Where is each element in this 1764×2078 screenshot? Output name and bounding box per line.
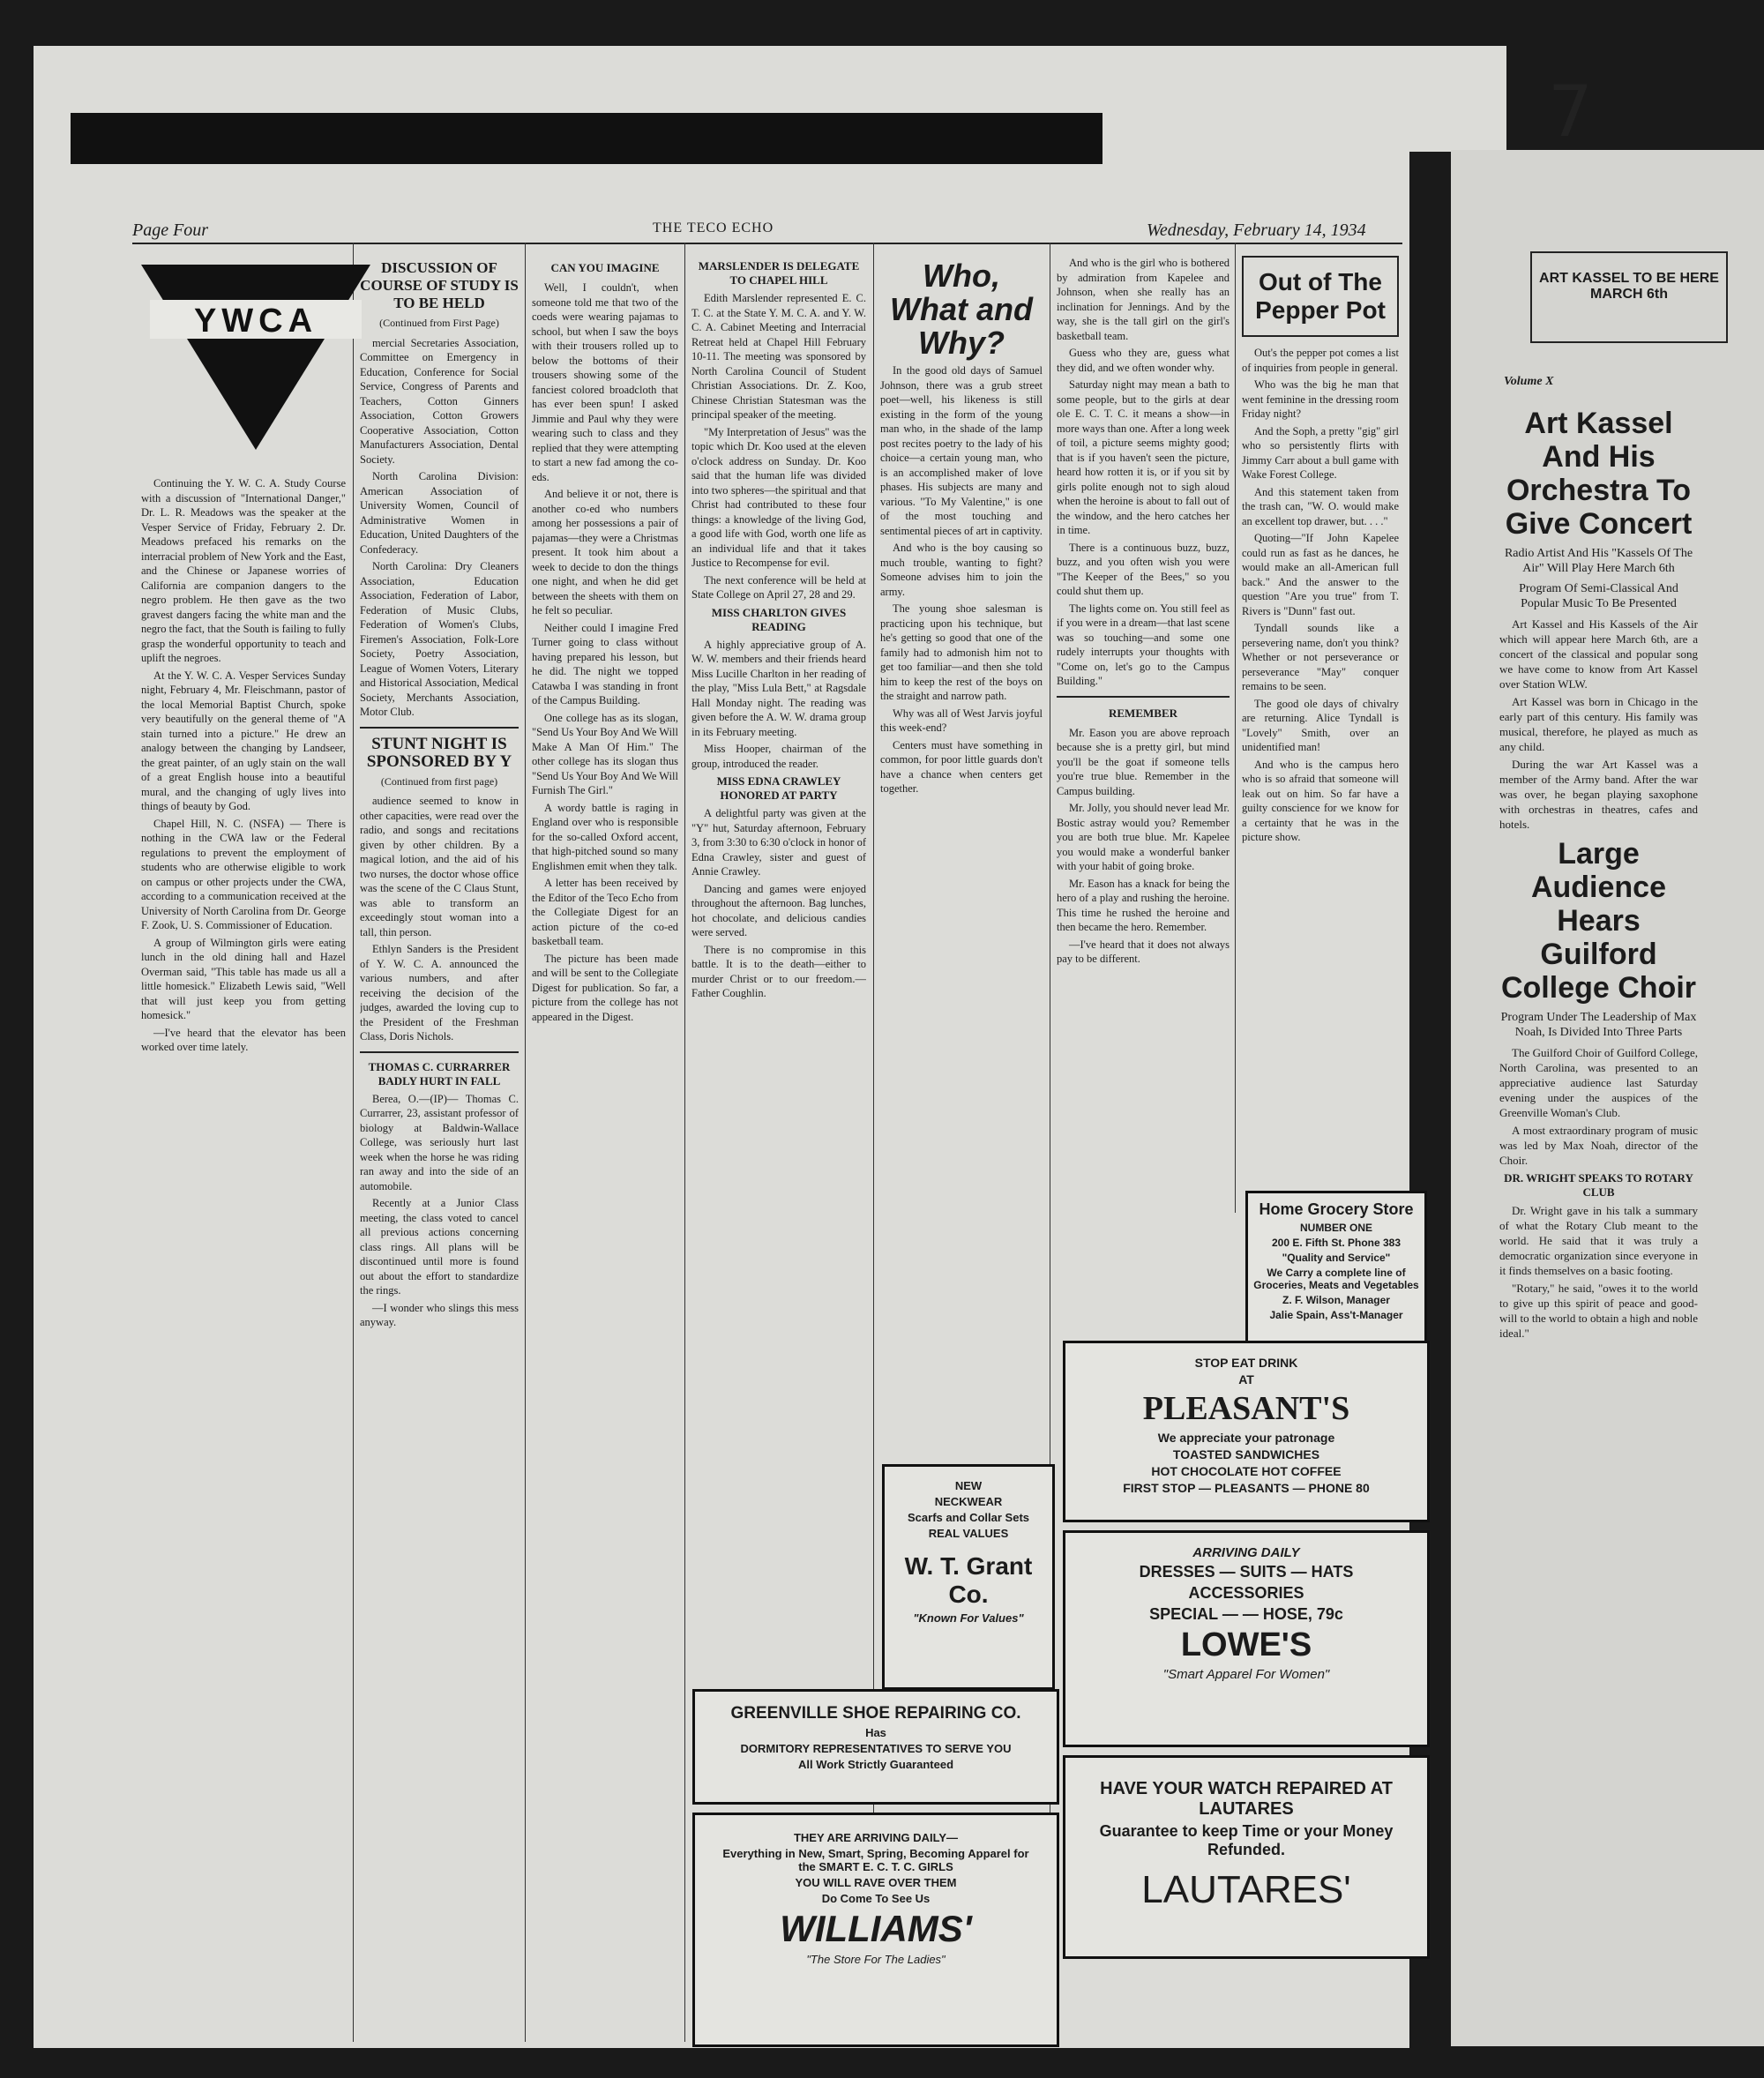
paragraph: North Carolina: Dry Cleaners Association, Education Association, Federation of Labor, Federation of Music Clubs, Federation of Women's Clubs, Firemen's Association, Folk-Lore Society, Poetry Association, League of Women Voters, Literary and Historical Association, Medical Society, Merchants Association, Motor Club.	[360, 560, 519, 718]
ad-line: DRESSES — SUITS — HATS	[1139, 1563, 1354, 1581]
ad-line: Scarfs and Collar Sets	[908, 1511, 1029, 1524]
paragraph: Why was all of West Jarvis joyful this week-end?	[880, 706, 1043, 734]
ad-williams	[692, 1813, 1059, 2047]
paragraph: And who is the campus hero who is so afraid that someone will leak out on him. So far have a guilty conscience for we know for a certainty that he was in the picture show.	[1242, 758, 1399, 843]
headline: Who, What and Why?	[890, 258, 1033, 361]
paragraph: North Carolina Division: American Association of University Women, Council of Administrative Women in Education, United Daughters of the Confederacy.	[360, 470, 519, 556]
paragraph: Mr. Eason has a knack for being the hero of a play and rushing the heroine. This time he rushed the heroine and then became the hero. Remember.	[1057, 877, 1230, 933]
paragraph: Chapel Hill, N. C. (NSFA) — There is nothing in the CWA law or the Federal regulations to prevent the employment of students who are otherwise eligible to work on campus or other projects under the CWA, according to a communication received at the University of North Carolina from Dr. George F. Zook, U. S. Commissioner of Education.	[141, 817, 346, 931]
headline: THOMAS C. CURRARRER BADLY HURT IN FALL	[368, 1059, 511, 1088]
box-title: ART KASSEL TO BE HERE MARCH 6th	[1539, 271, 1719, 302]
paragraph: A wordy battle is raging in England over who is responsible for the so-called Oxford accent, that high-pitched sound so many Englishmen emit when they talk.	[532, 801, 678, 872]
headline: MISS CHARLTON GIVES READING	[711, 605, 847, 633]
paragraph: Who was the big he man that went feminine in the dressing room Friday night?	[1242, 378, 1399, 420]
paragraph: The good ole days of chivalry are returning. Alice Tyndall is "Lovely" Smith, over an unidentified man!	[1242, 697, 1399, 753]
paragraph: And believe it or not, there is another co-ed who numbers among her possessions a pair of pajamas—they were a Christmas present. It took him about a week to decide to don the things one night, and when he did get between the sheets with them on he felt so peculiar.	[532, 488, 678, 617]
paragraph: Mr. Jolly, you should never lead Mr. Bostic astray would you? Remember you are both true blue. Mr. Kapelee you would make a wonderful banker with your habit of going broke.	[1057, 802, 1230, 872]
page-number-handwritten: 7	[1548, 71, 1593, 153]
paragraph: And who is the girl who is bothered by admiration from Kapelee and Johnson, when she really has an inclination for Jennings. And by the way, she is the tall girl on the girl's basketball team.	[1057, 257, 1230, 342]
paragraph: A most extraordinary program of music was led by Max Noah, director of the Choir.	[1499, 1124, 1698, 1167]
column-can-you-imagine	[532, 256, 678, 2037]
headline: Art Kassel And His Orchestra To Give Concert	[1505, 407, 1693, 541]
paragraph: A group of Wilmington girls were eating lunch in the old dining hall and Hazel Overman said, "This table has made us all a little homesick." Elizabeth Lewis said, "Well that will just keep you from getting homesick."	[141, 936, 346, 1021]
ad-line: AT	[1238, 1372, 1254, 1387]
subhead: Radio Artist And His "Kassels Of The Air" Will Play Here March 6th	[1504, 547, 1693, 575]
adjacent-column	[1499, 401, 1698, 2024]
ad-line: All Work Strictly Guaranteed	[797, 1758, 954, 1771]
ad-line: ARRIVING DAILY	[1192, 1545, 1300, 1560]
ad-line: DORMITORY REPRESENTATIVES TO SERVE YOU	[740, 1742, 1012, 1755]
column-ywca	[141, 476, 346, 1976]
ad-lautares	[1063, 1755, 1430, 1959]
ad-line: Guarantee to keep Time or your Money Refunded.	[1099, 1822, 1394, 1858]
column-who-what-why	[880, 256, 1043, 1455]
paragraph: Recently at a Junior Class meeting, the class voted to cancel all previous actions concerning class rings. All plans will be discontinued until more is found out about the effort to standardize the rings.	[360, 1197, 519, 1297]
headline: CAN YOU IMAGINE	[550, 261, 660, 274]
ad-line: HOT CHOCOLATE HOT COFFEE	[1151, 1464, 1342, 1478]
ad-line: Do Come To See Us	[821, 1892, 931, 1905]
ad-line: TOASTED SANDWICHES	[1172, 1447, 1320, 1461]
ad-name: PLEASANT'S	[1142, 1390, 1350, 1427]
divider	[360, 1051, 519, 1053]
paragraph: The next conference will be held at State College on April 27, 28 and 29.	[691, 573, 866, 601]
ad-line: Jalie Spain, Ass't-Manager	[1269, 1309, 1403, 1321]
paragraph: "My Interpretation of Jesus" was the topic which Dr. Koo used at the eleven o'clock address on Sunday. Dr. Koo said that the human life was divided into two spheres—the spiritual and that Christ had contributed to these four things: a knowledge of the living God, a good life with God, worth one life as an individual life and that it takes Justice to Recompense for evil.	[691, 425, 866, 569]
paragraph: Saturday night may mean a bath to some people, but to the girls at dear ole E. C. T. C. it means a show—in more ways than one. After a long week of toil, a picture seems mighty good; that is if you haven't seen the picture, heard how rotten it is, or if you sit by girls polite enough not to sigh aloud when the heroine is about to fall out of the window, and the hero catches her in time.	[1057, 378, 1230, 536]
paragraph: In the good old days of Samuel Johnson, there was a grub street poet—well, his likeness is still existing in the form of the young man who, in the shade of the lamp post recites poetry to the lady of his choice—a certain young man, who is an accomplished maker of love phases. His subjects are many and various. "To My Valentine," is one of the most touching and sentimental pieces of art in captivity.	[880, 364, 1043, 537]
paragraph: At the Y. W. C. A. Vesper Services Sunday night, February 4, Mr. Fleischmann, pastor of the local Memorial Baptist Church, spoke very beautifully on the general theme of "A stain turned into a picture." He drew an analogy between the changing by Landseer, the great painter, of an ugly stain on the wall of a great English house into a beautiful mural, and the changing of ugly lives into things of beauty by God.	[141, 669, 346, 812]
column-rule	[353, 243, 354, 2042]
issue-date: Wednesday, February 14, 1934	[1147, 221, 1366, 240]
paragraph: Quoting—"If John Kapelee could run as fast as he dances, he would make an all-American full back." And the answer to the question "Are you true" from T. Rivers is "Dunn" fast out.	[1242, 532, 1399, 617]
ad-line: NEW	[954, 1479, 983, 1492]
ad-line: 200 E. Fifth St. Phone 383	[1271, 1237, 1401, 1249]
paragraph: Neither could I imagine Fred Turner going to class without having prepared his lesson, but he did. The night we topped Catawba I was standing in front of the Campus Building.	[532, 621, 678, 706]
subhead: Program Under The Leadership of Max Noah, Is Divided Into Three Parts	[1500, 1011, 1697, 1039]
column-rule	[684, 243, 685, 2042]
column-rule	[525, 243, 526, 2042]
page-corner	[1409, 46, 1506, 152]
ad-name: Home Grocery Store	[1259, 1200, 1414, 1218]
paragraph: A highly appreciative group of A. W. W. members and their friends heard Miss Lucille Charlton in her reading of the play, "Miss Lula Bett," at Ragsdale Hall Monday night. The reading was given before the A. W. W. drama group in its February meeting.	[691, 638, 866, 738]
paragraph: —I wonder who slings this mess anyway.	[360, 1301, 519, 1328]
ad-line: Z. F. Wilson, Manager	[1282, 1294, 1390, 1306]
column-gossip	[1057, 256, 1230, 1323]
paragraph: And who is the boy causing so much trouble, wanting to fight? Someone advises him to join the army.	[880, 542, 1043, 598]
paragraph: Berea, O.—(IP)— Thomas C. Currarrer, 23, assistant professor of biology at Baldwin-Wallace College, was seriously hurt last week when the horse he was riding ran away and into the side of an automobile.	[360, 1092, 519, 1192]
paragraph: Well, I couldn't, when someone told me that two of the coeds were wearing pajamas to school, but when I saw the boys with their trousers rolled up to below the bottoms of their trousers showing some of the fanciest colored broadcloth that has ever been spun! I asked Jimmie and Paul why they were wearing such to class and they replied that they were attempting to start a new fad among the co-eds.	[532, 281, 678, 483]
ad-line: HAVE YOUR WATCH REPAIRED AT LAUTARES	[1100, 1779, 1393, 1819]
ad-pleasants	[1063, 1341, 1430, 1522]
paragraph: During the war Art Kassel was a member of the Army band. After the war was over, he began playing saxophone with orchestras in theatres, cafes and hotels.	[1499, 758, 1698, 831]
ad-wt-grant	[882, 1464, 1055, 1690]
ad-line: REAL VALUES	[928, 1527, 1009, 1540]
ad-line: FIRST STOP — PLEASANTS — PHONE 80	[1123, 1481, 1370, 1495]
ad-name: WILLIAMS'	[780, 1908, 972, 1949]
ad-line: YOU WILL RAVE OVER THEM	[795, 1876, 957, 1889]
ad-line: NUMBER ONE	[1299, 1222, 1372, 1234]
ad-line: "Quality and Service"	[1282, 1252, 1391, 1264]
headline: STUNT NIGHT IS SPONSORED BY Y	[366, 734, 512, 771]
masthead-bar	[71, 113, 1102, 164]
column-course-of-study	[360, 256, 519, 2037]
ywca-logo	[141, 265, 370, 459]
ad-line: ACCESSORIES	[1188, 1584, 1304, 1602]
divider	[360, 727, 519, 729]
ad-line: We Carry a complete line of Groceries, Meats and Vegetables	[1253, 1267, 1419, 1291]
paragraph: Mr. Eason you are above reproach because she is a pretty girl, but mind you'll be the goat if someone tells you're true blue. Remember in the Campus building.	[1057, 726, 1230, 797]
ad-name: LOWE'S	[1180, 1626, 1312, 1663]
paragraph: There is a continuous buzz, buzz, buzz, and you often wish you were "The Keeper of the Bees," so you could shut them up.	[1057, 541, 1230, 597]
paragraph: Guess who they are, guess what they did, and we often wonder why.	[1057, 347, 1230, 374]
paragraph: And the Soph, a pretty "gig" girl who so persistently flirts with Jimmy Carr about a bull game with Wake Forest College.	[1242, 424, 1399, 481]
art-kassel-box	[1530, 251, 1728, 343]
ad-name: LAUTARES'	[1141, 1868, 1351, 1911]
paragraph: Edith Marslender represented E. C. T. C. at the State Y. M. C. A. and Y. W. C. A. Cabinet Meeting and Interracial Retreat held at Chapel Hill February 10-11. The meeting was sponsored by North Carolina Council of Student Christian Associations. Dr. Z. Koo, Chinese Christian Statesman was the principal speaker of the meeting.	[691, 292, 866, 421]
headline: Out of The Pepper Pot	[1255, 268, 1386, 324]
headline: DISCUSSION OF COURSE OF STUDY IS TO BE HELD	[360, 259, 519, 311]
headline: DR. WRIGHT SPEAKS TO ROTARY CLUB	[1504, 1171, 1693, 1199]
header-rule	[132, 243, 1402, 244]
paragraph: Art Kassel and His Kassels of the Air which will appear here March 6th, are a concert of the classical and popular song we have come to know from Art Kassel over Station WLW.	[1499, 617, 1698, 691]
ad-tagline: "The Store For The Ladies"	[806, 1953, 946, 1966]
paragraph: audience seemed to know in other capacities, were read over the radio, and songs and recitations given by other children. By a magical lotion, and the aid of his two nurses, the doctor whose office was the scene of the C Claus Stunt, was able to transform an exceedingly stout woman into a tall, thin person.	[360, 795, 519, 938]
divider	[1057, 696, 1230, 698]
paragraph: Art Kassel was born in Chicago in the early part of this century. His family was musical, therefore, he played as much as any child.	[1499, 695, 1698, 753]
ad-lowes	[1063, 1530, 1430, 1747]
ad-line: Everything in New, Smart, Spring, Becoming Apparel for the SMART E. C. T. C. GIRLS	[722, 1847, 1029, 1873]
paragraph: Out's the pepper pot comes a list of inquiries from people in general.	[1242, 347, 1399, 374]
paragraph: There is no compromise in this battle. It is to the death—either to murder Christ or to our freedom.—Father Coughlin.	[691, 943, 866, 999]
column-pepper-pot	[1242, 256, 1399, 1182]
ad-tagline: "Known For Values"	[913, 1611, 1024, 1625]
paragraph: Tyndall sounds like a persevering name, don't you think? Whether or not perseverance or perseverance "May" conquer remains to be seen.	[1242, 622, 1399, 692]
ad-greenville-shoe	[692, 1689, 1059, 1805]
ywca-logo-text: YWCA	[193, 303, 318, 340]
paragraph: Dr. Wright gave in his talk a summary of what the Rotary Club meant to the world. He said that it was truly a democratic organization since everyone in it finds themselves on a basic footing.	[1499, 1204, 1698, 1277]
paragraph: A letter has been received by the Editor of the Teco Echo from the Collegiate Digest for an action picture of the co-ed basketball team.	[532, 877, 678, 947]
column-marslender	[691, 256, 866, 1614]
paragraph: The young shoe salesman is practicing upon his technique, but he's getting so good that one of the family had to admonish him not to get too familiar—and then she told him to keep the rest of the boys on the straight and narrow path.	[880, 602, 1043, 702]
ad-line: Has	[865, 1726, 886, 1739]
paragraph: The Guilford Choir of Guilford College, North Carolina, was presented to an appreciative audience last Saturday evening under the auspices of the Greenville Woman's Club.	[1499, 1046, 1698, 1119]
ad-line: THEY ARE ARRIVING DAILY—	[793, 1831, 959, 1844]
subhead: Program Of Semi-Classical And Popular Music To Be Presented	[1519, 582, 1678, 610]
column-rule	[1235, 243, 1236, 1213]
paragraph: Dancing and games were enjoyed throughout the afternoon. Bag lunches, hot chocolate, and delicious candies were served.	[691, 882, 866, 938]
ad-line: NECKWEAR	[934, 1495, 1003, 1508]
paragraph: The lights come on. You still feel as if you were in a dream—that last scene was so touching—and some one rudely interrupts your thoughts with "Come on, let's go to the Campus Building."	[1057, 602, 1230, 687]
paragraph: Ethlyn Sanders is the President of Y. W. C. A. announced the various numbers, and after receiving the decision of the judges, awarded the loving cup to the President of the Freshman Class, Doris Nichols.	[360, 943, 519, 1043]
headline: Large Audience Hears Guilford College Choir	[1500, 837, 1697, 1005]
paragraph: —I've heard that the elevator has been worked over time lately.	[141, 1026, 346, 1053]
headline: REMEMBER	[1109, 706, 1177, 720]
headline: MISS EDNA CRAWLEY HONORED AT PARTY	[716, 774, 841, 802]
ad-name: GREENVILLE SHOE REPAIRING CO.	[730, 1704, 1021, 1723]
volume-label: Volume X	[1504, 375, 1554, 388]
paragraph: —I've heard that it does not always pay to be different.	[1057, 938, 1230, 965]
paragraph: Centers must have something in common, for poor little guards don't have a chance when centers get together.	[880, 738, 1043, 795]
paragraph: Continuing the Y. W. C. A. Study Course with a discussion of "International Danger," Dr. L. R. Meadows was the speaker at the Vesper Service of Friday, February 2. Dr. Meadows prefaced his remarks on the interracial problem of New York and the East, and the Chinese or Japanese worries of California are companion dangers to the negro problem. He then gave as the two gravest dangers facing the white man and the negro the fact, that the South is failing to fully grasp the wonderful opportunity to teach and uplift the negroes.	[141, 477, 346, 664]
headline: MARSLENDER IS DELEGATE TO CHAPEL HILL	[698, 259, 860, 287]
pepper-pot-title-box	[1242, 256, 1399, 337]
subhead: (Continued from first page)	[380, 774, 498, 788]
paragraph: "Rotary," he said, "owes it to the world to give up this spirit of peace and good-will to the world to obtain a high and noble ideal."	[1499, 1282, 1698, 1340]
paragraph: Miss Hooper, chairman of the group, introduced the reader.	[691, 743, 866, 770]
ad-line: STOP EAT DRINK	[1194, 1356, 1298, 1370]
paragraph: mercial Secretaries Association, Committee on Emergency in Education, Conference for Social Service, Congress of Parents and Teachers, Cotton Ginners Association, Cotton Growers Cooperative Association, Cotton Manufacturers Association, Dental Society.	[360, 336, 519, 466]
paragraph: One college has as its slogan, "Send Us Your Boy And We Will Make A Man Of Him." The other college has its slogan thus "Send Us Your Boy And We Will Furnish The Girl."	[532, 711, 678, 796]
subhead: (Continued from First Page)	[379, 317, 499, 329]
paragraph: The picture has been made and will be sent to the Collegiate Digest for publication. So far, a picture from the college has not appeared in the Digest.	[532, 952, 678, 1023]
ad-tagline: "Smart Apparel For Women"	[1162, 1667, 1330, 1682]
page-label: Page Four	[132, 221, 209, 240]
ad-line: SPECIAL — — HOSE, 79c	[1149, 1605, 1343, 1623]
paragraph: A delightful party was given at the "Y" hut, Saturday afternoon, February 3, from 3:30 to 6:30 o'clock in honor of Edna Crawley, sister and guest of Annie Crawley.	[691, 807, 866, 878]
ad-name: W. T. Grant Co.	[904, 1552, 1033, 1608]
ad-line: We appreciate your patronage	[1157, 1431, 1335, 1445]
paper-title: THE TECO ECHO	[653, 221, 774, 235]
paragraph: And this statement taken from the trash can, "W. O. would make an excellent top drawer, but. . . ."	[1242, 485, 1399, 527]
